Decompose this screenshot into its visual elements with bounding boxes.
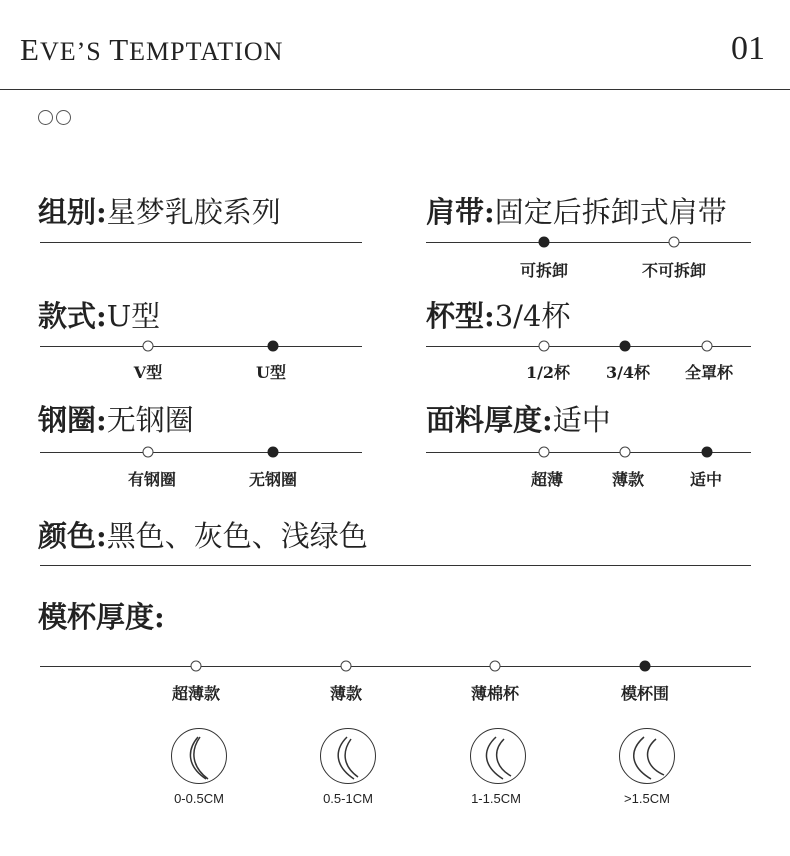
cup-option-marker[interactable] bbox=[620, 341, 631, 352]
cup-option-marker[interactable] bbox=[702, 341, 713, 352]
cup-label: 杯型: bbox=[426, 299, 495, 333]
mold-label: 模杯厚度: bbox=[38, 600, 165, 634]
strap-option-marker[interactable] bbox=[669, 237, 680, 248]
strap-option-marker[interactable] bbox=[539, 237, 550, 248]
fabric-option-label: 超薄 bbox=[530, 470, 564, 489]
style-label: 款式: bbox=[38, 299, 107, 333]
cup-option-label: 1/2杯 bbox=[525, 363, 571, 382]
mold-field bbox=[38, 600, 165, 634]
color-label: 颜色: bbox=[38, 519, 107, 553]
color-value: 黑色、灰色、浅绿色 bbox=[106, 519, 368, 553]
cup-value: 3/4杯 bbox=[494, 299, 571, 333]
strap-option-label: 不可拆卸 bbox=[641, 261, 707, 280]
cup-field bbox=[426, 299, 571, 333]
fabric-option-marker[interactable] bbox=[539, 447, 550, 458]
style-field bbox=[38, 299, 161, 333]
strap-option-label: 可拆卸 bbox=[519, 261, 569, 280]
mold-range-label: 0-0.5CM bbox=[174, 791, 224, 806]
wire-track bbox=[40, 452, 362, 453]
mold-option-marker[interactable] bbox=[341, 661, 352, 672]
mold-option-marker[interactable] bbox=[640, 661, 651, 672]
fabric-option-marker[interactable] bbox=[702, 447, 713, 458]
mold-option-label: 薄棉杯 bbox=[470, 684, 520, 703]
cup-option-label: 全罩杯 bbox=[684, 363, 734, 382]
group-label: 组别: bbox=[38, 195, 107, 229]
style-value: U型 bbox=[106, 299, 161, 333]
style-track bbox=[40, 346, 362, 347]
mold-range-label: 1-1.5CM bbox=[471, 791, 521, 806]
style-option-marker[interactable] bbox=[268, 341, 279, 352]
cup-option-marker[interactable] bbox=[539, 341, 550, 352]
color-underline bbox=[40, 565, 751, 566]
wire-option-label: 无钢圈 bbox=[248, 470, 298, 489]
wire-label: 钢圈: bbox=[38, 403, 107, 437]
strap-track bbox=[426, 242, 751, 243]
group-field bbox=[38, 195, 281, 229]
strap-label: 肩带: bbox=[426, 195, 495, 229]
mold-option-marker[interactable] bbox=[191, 661, 202, 672]
fabric-option-marker[interactable] bbox=[620, 447, 631, 458]
brand-initial-e: E bbox=[20, 32, 40, 67]
mold-option-marker[interactable] bbox=[490, 661, 501, 672]
brand-text-2: EMPTATION bbox=[129, 37, 284, 66]
mold-range-label: 0.5-1CM bbox=[323, 791, 373, 806]
wire-field bbox=[38, 403, 194, 437]
group-underline bbox=[40, 242, 362, 243]
style-option-label: V型 bbox=[133, 363, 163, 382]
color-field bbox=[38, 519, 368, 553]
group-value: 星梦乳胶系列 bbox=[106, 195, 281, 229]
strap-value: 固定后拆卸式肩带 bbox=[494, 195, 727, 229]
mold-range-label: >1.5CM bbox=[624, 791, 670, 806]
page-number: 01 bbox=[731, 30, 765, 67]
wire-option-marker[interactable] bbox=[143, 447, 154, 458]
decorative-circles bbox=[38, 110, 74, 129]
mold-option-label: 模杯围 bbox=[620, 684, 670, 703]
wire-value: 无钢圈 bbox=[106, 403, 194, 437]
wire-option-marker[interactable] bbox=[268, 447, 279, 458]
brand-initial-t: T bbox=[109, 32, 130, 67]
fabric-option-label: 薄款 bbox=[611, 470, 645, 489]
style-option-marker[interactable] bbox=[143, 341, 154, 352]
fabric-label: 面料厚度: bbox=[426, 403, 553, 437]
brand-text-1: VE’S bbox=[39, 37, 110, 66]
cup-option-label: 3/4杯 bbox=[605, 363, 651, 382]
brand-logo bbox=[20, 32, 283, 68]
strap-field bbox=[426, 195, 727, 229]
circle-icon bbox=[38, 110, 53, 125]
header-divider bbox=[0, 89, 790, 90]
fabric-option-label: 适中 bbox=[689, 470, 723, 489]
cup-thickness-padded-icon bbox=[470, 728, 526, 784]
style-option-label: U型 bbox=[256, 363, 286, 382]
mold-option-label: 超薄款 bbox=[171, 684, 221, 703]
fabric-field bbox=[426, 403, 611, 437]
circle-icon bbox=[56, 110, 71, 125]
cup-thickness-thin-icon bbox=[320, 728, 376, 784]
wire-option-label: 有钢圈 bbox=[127, 470, 177, 489]
mold-option-label: 薄款 bbox=[329, 684, 363, 703]
fabric-value: 适中 bbox=[552, 403, 611, 437]
cup-thickness-ultrathin-icon bbox=[171, 728, 227, 784]
cup-thickness-molded-icon bbox=[619, 728, 675, 784]
